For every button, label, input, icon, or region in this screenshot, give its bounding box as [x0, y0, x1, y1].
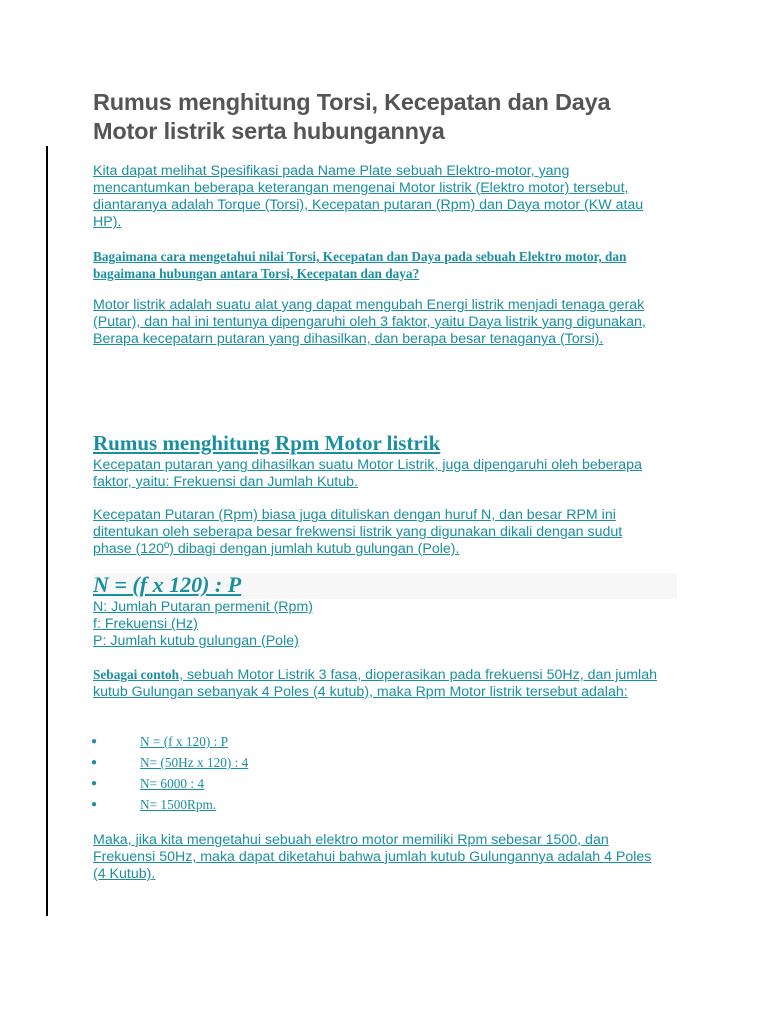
example-lead: Sebagai contoh: [93, 667, 180, 682]
rpm-section-heading[interactable]: Rumus menghitung Rpm Motor listrik: [93, 431, 441, 455]
step-text[interactable]: N= 1500Rpm.: [140, 797, 217, 812]
bullet-icon: ●: [91, 799, 98, 810]
step-text[interactable]: N = (f x 120) : P: [140, 734, 229, 749]
bullet-icon: ●: [91, 757, 98, 768]
list-item: [93, 794, 493, 815]
motor-definition-paragraph[interactable]: Motor listrik adalah suatu alat yang dapat mengubah Energi listrik menjadi tenaga gerak (Putar), dan hal ini tentunya dipengaruhi oleh 3 faktor, yaitu Daya listrik yang digunakan, Berapa kecepatarn putaran yang dihasilkan, dan berapa besar tenaganya (Torsi).: [93, 297, 646, 347]
list-item: [93, 773, 493, 794]
step-text[interactable]: N= 6000 : 4: [140, 776, 205, 791]
intro-paragraph[interactable]: Kita dapat melihat Spesifikasi pada Name Plate sebuah Elektro-motor, yang mencantumkan beberapa keterangan mengenai Motor listrik (Elektro motor) tersebut, diantaranya adalah Torque (Torsi), Kecepatan putaran (Rpm) dan Daya motor (KW atau HP).: [93, 163, 644, 230]
list-item: [93, 752, 493, 773]
margin-rule: [46, 146, 48, 916]
calculation-steps: [93, 731, 493, 815]
question-paragraph[interactable]: Bagaimana cara mengetahui nilai Torsi, Kecepatan dan Daya pada sebuah Elektro motor, dan bagaimana hubungan antara Torsi, Kecepatan dan daya?: [93, 249, 627, 281]
rpm-formula[interactable]: N = (f x 120) : P: [93, 572, 242, 597]
conclusion-paragraph[interactable]: Maka, jika kita mengetahui sebuah elektro motor memiliki Rpm sebesar 1500, dan Frekuensi 50Hz, maka dapat diketahui bahwa jumlah kutub Gulungannya adalah 4 Poles (4 Kutub).: [93, 832, 652, 882]
page-title: Rumus menghitung Torsi, Kecepatan dan Daya Motor listrik serta hubungannya: [93, 89, 611, 144]
bullet-icon: ●: [91, 778, 98, 789]
rpm-explanation-paragraph[interactable]: Kecepatan Putaran (Rpm) biasa juga dituliskan dengan huruf N, dan besar RPM ini ditentukan oleh seberapa besar frekwensi listrik yang digunakan dikali dengan sudut phase (120º) dibagi dengan jumlah kutub gulungan (Pole).: [93, 507, 623, 557]
step-text[interactable]: N= (50Hz x 120) : 4: [140, 755, 249, 770]
example-paragraph[interactable]: [93, 666, 663, 701]
example-text: , sebuah Motor Listrik 3 fasa, dioperasikan pada frekuensi 50Hz, dan jumlah kutub Gulungan sebanyak 4 Poles (4 kutub), maka Rpm Motor listrik tersebut adalah:: [93, 667, 657, 700]
list-item: [93, 731, 493, 752]
rpm-factors-paragraph[interactable]: Kecepatan putaran yang dihasilkan suatu Motor Listrik, juga dipengaruhi oleh beberapa faktor, yaitu: Frekuensi dan Jumlah Kutub.: [93, 457, 642, 490]
legend-n[interactable]: N: Jumlah Putaran permenit (Rpm): [93, 599, 313, 615]
legend-p[interactable]: P: Jumlah kutub gulungan (Pole): [93, 633, 299, 649]
legend-f[interactable]: f: Frekuensi (Hz): [93, 616, 198, 632]
bullet-icon: ●: [91, 736, 98, 747]
